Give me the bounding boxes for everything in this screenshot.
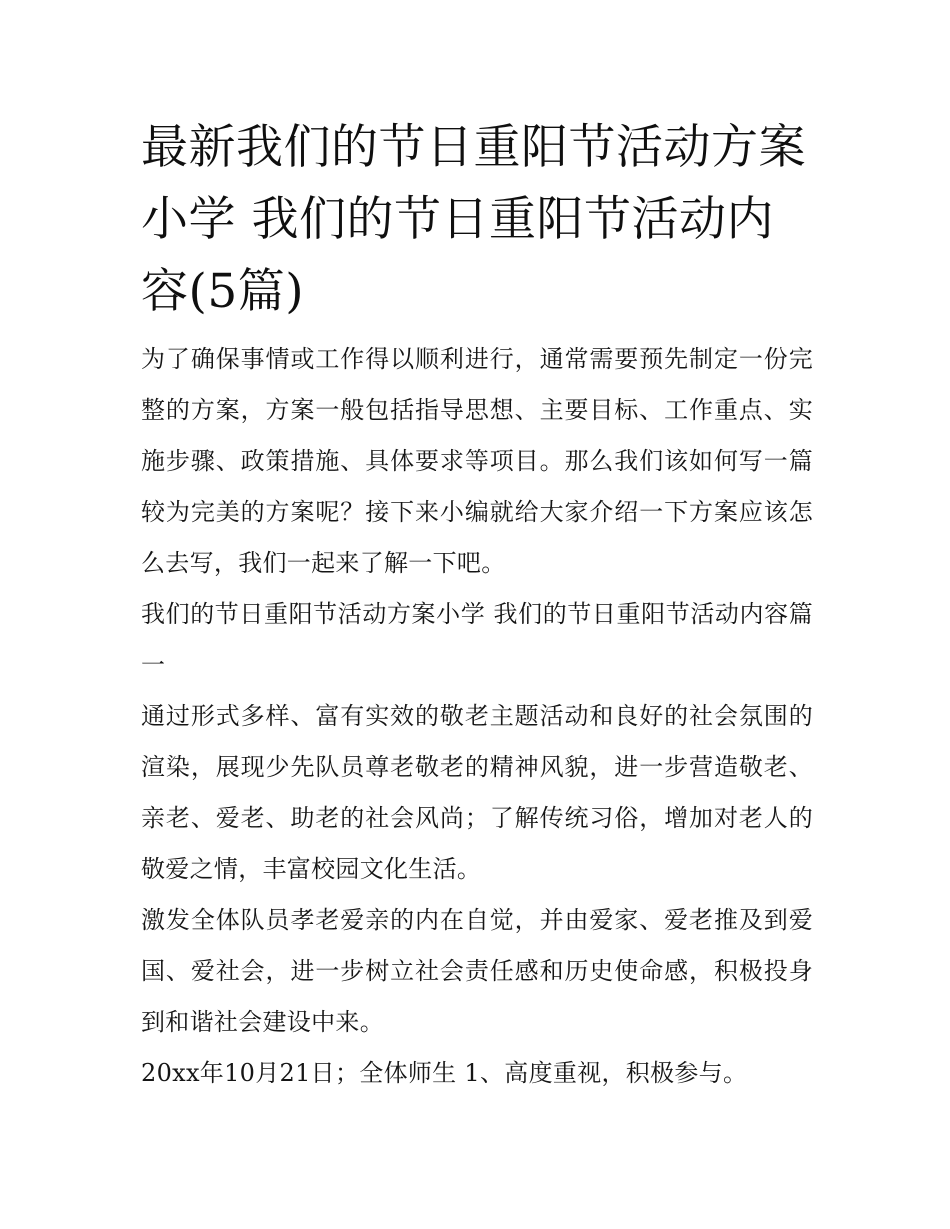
section-heading: 我们的节日重阳节活动方案小学 我们的节日重阳节活动内容篇一 xyxy=(141,600,813,679)
body-paragraph-goal: 激发全体队员孝老爱亲的内在自觉，并由爱家、爱老推及到爱国、爱社会，进一步树立社会责任感和历史使命感，积极投身到和谐社会建设中来。 xyxy=(141,906,813,1036)
intro-paragraph: 为了确保事情或工作得以顺利进行，通常需要预先制定一份完整的方案，方案一般包括指导思想、主要目标、工作重点、实施步骤、政策措施、具体要求等项目。那么我们该如何写一篇较为完美的方案呢？接下来小编就给大家介绍一下方案应该怎么去写，我们一起来了解一下吧。 xyxy=(141,345,813,577)
document-title: 最新我们的节日重阳节活动方案小学 我们的节日重阳节活动内容(5篇) xyxy=(141,120,806,319)
document-body xyxy=(141,112,813,1099)
body-paragraph-date: 20xx年10月21日；全体师生 1、高度重视，积极参与。 xyxy=(141,1059,748,1087)
body-paragraph-purpose: 通过形式多样、富有实效的敬老主题活动和良好的社会氛围的渲染，展现少先队员尊老敬老的精神风貌，进一步营造敬老、亲老、爱老、助老的社会风尚；了解传统习俗，增加对老人的敬爱之情，丰富校园文化生活。 xyxy=(141,702,813,883)
